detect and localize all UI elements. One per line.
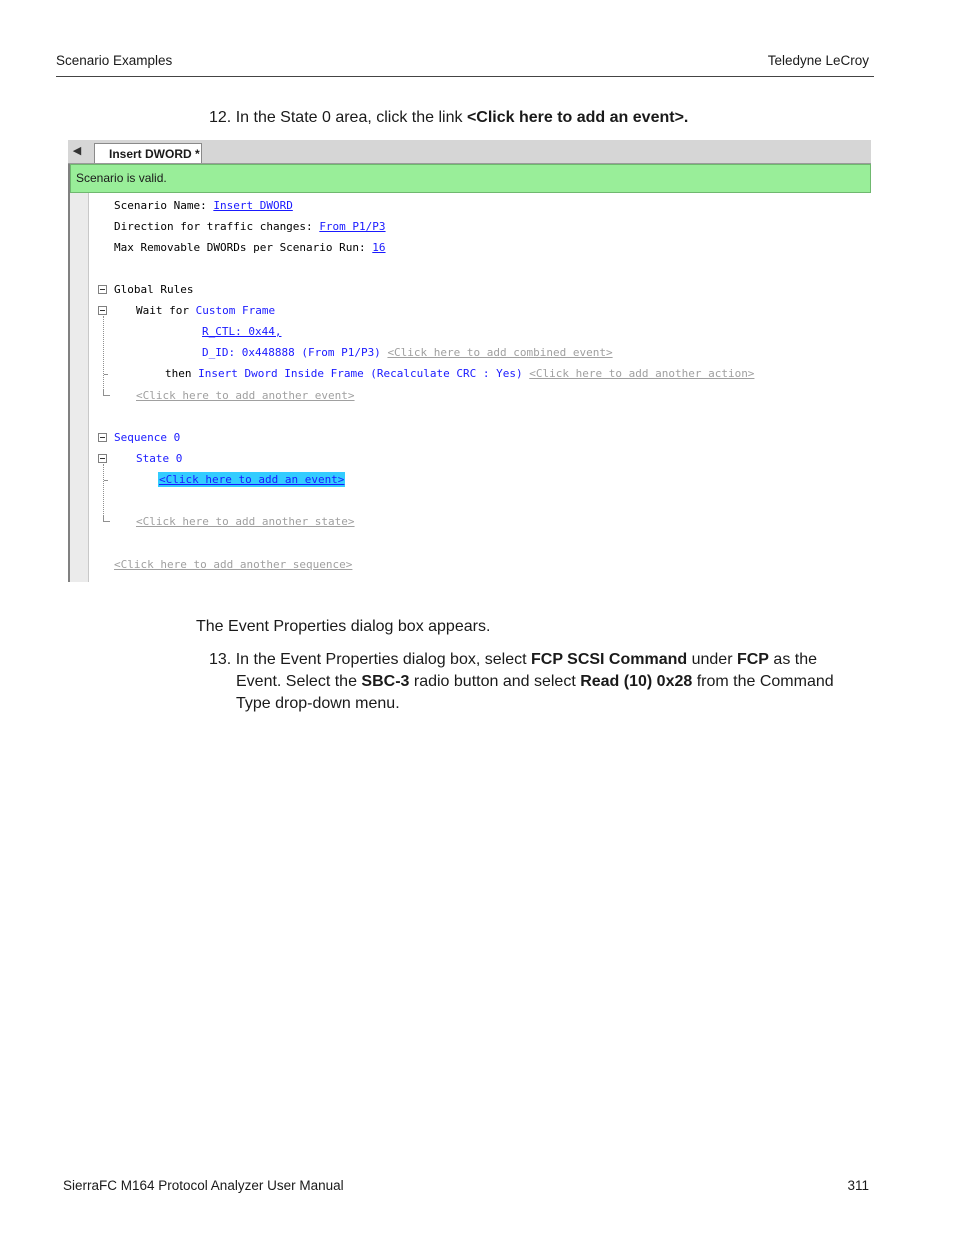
tree-branch bbox=[104, 480, 108, 481]
step-bold: <Click here to add an event>. bbox=[466, 109, 689, 126]
tab-bar bbox=[68, 140, 871, 164]
insert-dword-link[interactable]: Insert Dword Inside Frame (Recalculate CRC : Yes) bbox=[198, 367, 523, 380]
text: Type drop-down menu. bbox=[236, 695, 400, 712]
step-13-line-2 bbox=[209, 671, 879, 693]
label: Max Removable DWORDs per Scenario Run: bbox=[114, 241, 373, 254]
bold: SBC-3 bbox=[361, 673, 410, 690]
step-12 bbox=[209, 107, 688, 129]
footer-title: SierraFC M164 Protocol Analyzer User Manual bbox=[63, 1178, 344, 1193]
tab-insert-dword[interactable]: Insert DWORD * bbox=[94, 143, 202, 163]
label: Wait for bbox=[136, 304, 196, 317]
collapse-wait-icon[interactable] bbox=[98, 306, 107, 315]
add-another-sequence-link[interactable]: <Click here to add another sequence> bbox=[114, 558, 353, 571]
step-13 bbox=[209, 649, 879, 715]
add-another-state-link[interactable]: <Click here to add another state> bbox=[136, 515, 355, 528]
tree-branch bbox=[104, 374, 108, 375]
then-line bbox=[165, 367, 754, 381]
scenario-screenshot bbox=[68, 140, 871, 582]
text: In the Event Properties dialog box, select bbox=[235, 651, 531, 668]
text: from the Command bbox=[692, 673, 834, 690]
page-header-left: Scenario Examples bbox=[56, 53, 173, 68]
scroll-left-icon[interactable]: ◀ bbox=[72, 145, 82, 157]
state-0-link[interactable]: State 0 bbox=[136, 452, 183, 465]
label: Direction for traffic changes: bbox=[114, 220, 320, 233]
add-action-link[interactable]: <Click here to add another action> bbox=[529, 367, 755, 380]
text: as the bbox=[768, 651, 817, 668]
scenario-name-link[interactable]: Insert DWORD bbox=[213, 199, 293, 212]
global-rules-label: Global Rules bbox=[114, 283, 194, 296]
wait-for-line bbox=[136, 304, 275, 318]
step-13-line-1 bbox=[209, 649, 879, 671]
sequence-0-link[interactable]: Sequence 0 bbox=[114, 431, 181, 444]
max-dwords-link[interactable]: 16 bbox=[372, 241, 386, 254]
collapse-sequence-icon[interactable] bbox=[98, 433, 107, 442]
label: Scenario Name: bbox=[114, 199, 214, 212]
tree-corner bbox=[103, 515, 110, 522]
add-event-line bbox=[158, 473, 345, 487]
step-number: 13. bbox=[209, 651, 232, 668]
step-13-line-3 bbox=[209, 693, 879, 715]
step-text: In the State 0 area, click the link bbox=[235, 109, 467, 126]
max-dwords-line bbox=[114, 241, 386, 255]
text: Event. Select the bbox=[236, 673, 362, 690]
d-id-line bbox=[202, 346, 613, 360]
bold: Read (10) 0x28 bbox=[580, 673, 693, 690]
scenario-name-line bbox=[114, 199, 293, 213]
tree-line bbox=[103, 316, 104, 396]
d-id-link[interactable]: D_ID: 0x448888 (From P1/P3) bbox=[202, 346, 381, 359]
r-ctl-link[interactable]: R_CTL: 0x44, bbox=[202, 325, 282, 338]
step-number: 12. bbox=[209, 109, 232, 126]
header-rule bbox=[56, 76, 874, 77]
paragraph-dialog-appears: The Event Properties dialog box appears. bbox=[196, 618, 491, 635]
direction-line bbox=[114, 220, 386, 234]
tree-line bbox=[103, 464, 104, 516]
add-another-event-link[interactable]: <Click here to add another event> bbox=[136, 389, 355, 402]
page-header-right: Teledyne LeCroy bbox=[767, 53, 869, 68]
add-event-link[interactable]: <Click here to add an event> bbox=[159, 473, 345, 486]
direction-link[interactable]: From P1/P3 bbox=[319, 220, 386, 233]
bold: FCP bbox=[736, 651, 769, 668]
custom-frame-link[interactable]: Custom Frame bbox=[195, 304, 276, 317]
label: then bbox=[165, 367, 199, 380]
status-bar: Scenario is valid. bbox=[70, 164, 871, 193]
bold: FCP SCSI Command bbox=[530, 651, 688, 668]
add-combined-event-link[interactable]: <Click here to add combined event> bbox=[387, 346, 613, 359]
tree-corner bbox=[103, 389, 110, 396]
page-number: 311 bbox=[847, 1178, 869, 1193]
editor-gutter bbox=[70, 193, 89, 582]
text: radio button and select bbox=[409, 673, 581, 690]
collapse-state-icon[interactable] bbox=[98, 454, 107, 463]
collapse-global-icon[interactable] bbox=[98, 285, 107, 294]
text: under bbox=[687, 651, 737, 668]
